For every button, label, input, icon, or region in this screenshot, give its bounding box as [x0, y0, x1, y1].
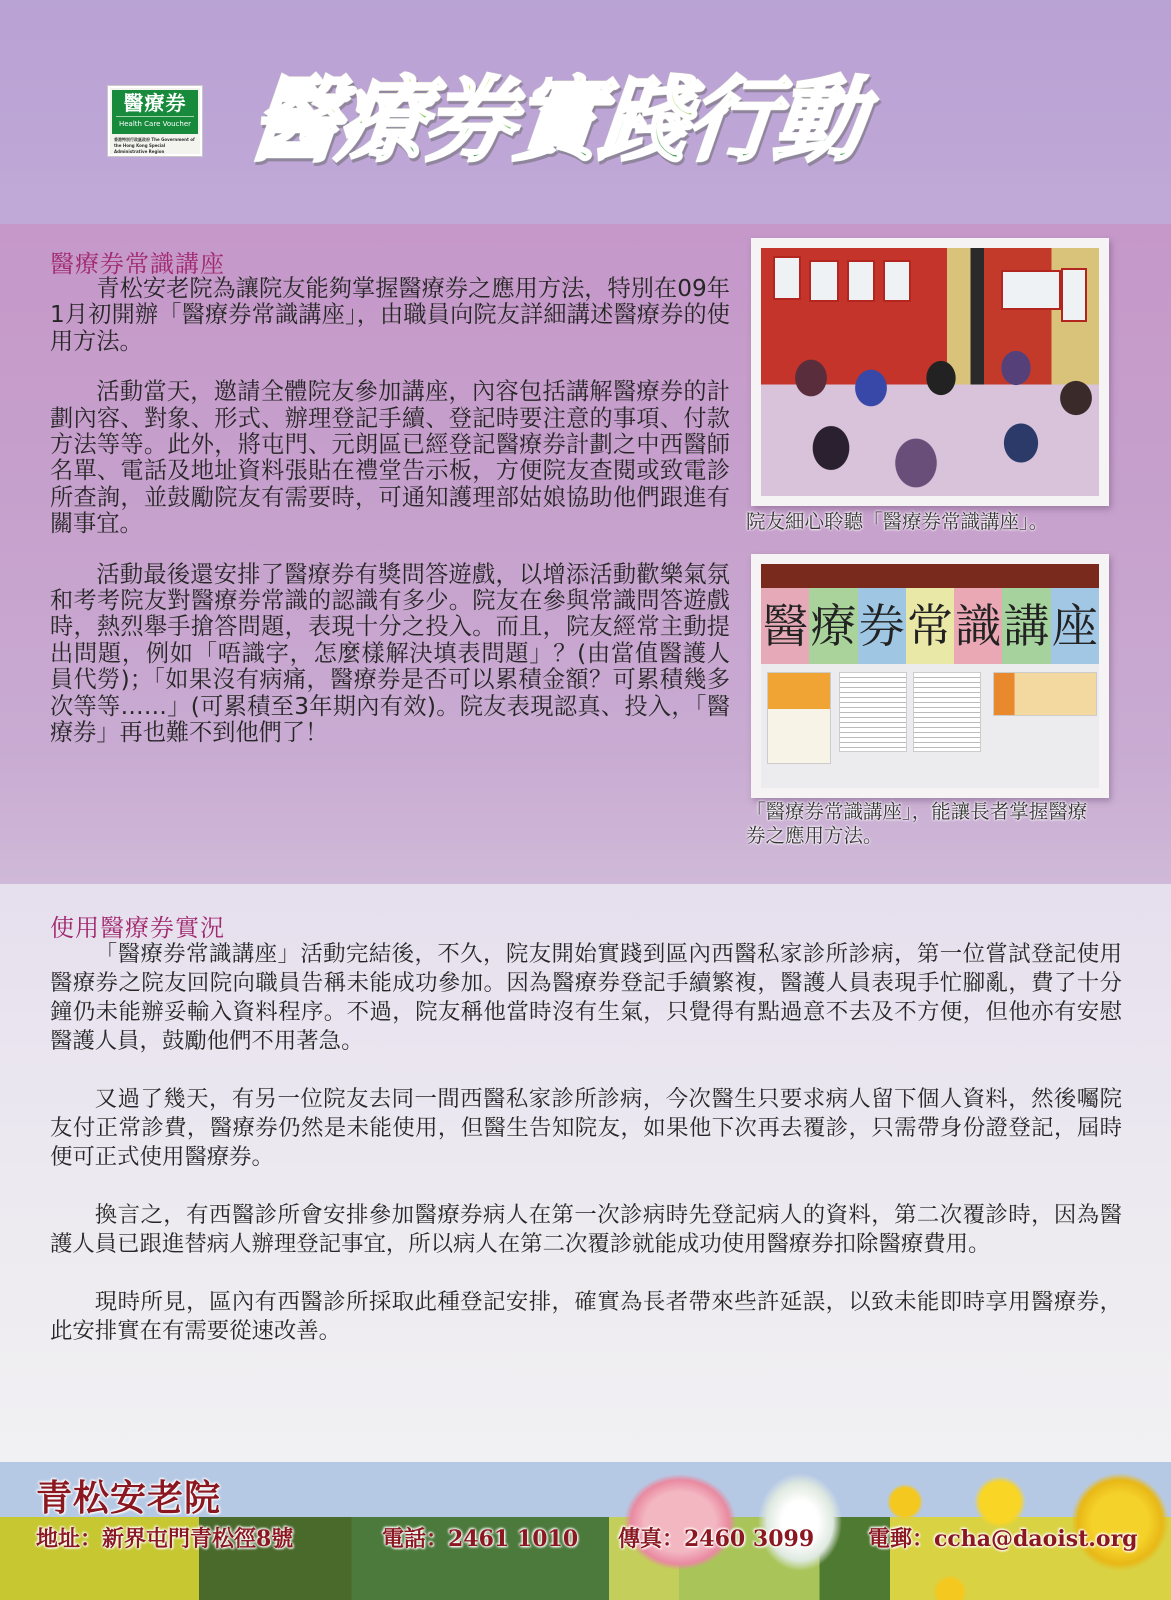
article-paragraph: 現時所見，區內有西醫診所採取此種登記安排，確實為長者帶來些許延誤，以致未能即時享用醫療券，此安排實在有需要從速改善。 [50, 1289, 1122, 1344]
poster-decoration [767, 672, 831, 764]
window-decoration [1001, 270, 1061, 310]
organization-name: 青松安老院 [36, 1477, 222, 1519]
article-paragraph: 又過了幾天，有另一位院友去同一間西醫私家診所診病，今次醫生只要求病人留下個人資料，然後囑院友付正常診費，醫療券仍然是未能使用，但醫生告知院友，如果他下次再去覆診，只需帶身份證登記，屆時便可正式使用醫療券。 [50, 1086, 1122, 1170]
board-character: 醫 [761, 588, 809, 664]
article-paragraph: 換言之，有西醫診所會安排參加醫療券病人在第一次診病時先登記病人的資料，第二次覆診時，因為醫護人員已跟進替病人辦理登記事宜，所以病人在第二次覆診就能成功使用醫療券扣除醫療費用。 [50, 1202, 1122, 1257]
logo-subtitle: 香港特別行政區政府 The Government of the Hong Kong Special Administrative Region [114, 137, 195, 154]
audience-photo [751, 238, 1109, 506]
photo-image [761, 564, 1099, 788]
seminar-section [0, 224, 1171, 884]
window-decoration [1061, 268, 1087, 322]
board-character: 講 [1002, 588, 1050, 664]
seminar-article [50, 276, 730, 771]
photo-caption: 院友細心聆聽「醫療券常識講座」。 [746, 510, 1049, 533]
section-heading: 醫療券常識講座 [50, 250, 225, 278]
doctor-list-decoration [913, 672, 981, 752]
page-header [0, 0, 1171, 224]
board-banner [761, 588, 1099, 664]
photo-image [761, 248, 1099, 496]
article-paragraph: 活動當天，邀請全體院友參加講座，內容包括講解醫療券的計劃內容、對象、形式、辦理登記手續、登記時要注意的事項、付款方法等等。此外，將屯門、元朗區已經登記醫療券計劃之中西醫師名單、電話及地址資料張貼在禮堂告示板，方便院友查閱或致電診所查詢，並鼓勵院友有需要時，可通知護理部姑娘協助他們跟進有關事宜。 [50, 378, 730, 538]
window-decoration [847, 260, 875, 302]
footer-phone: 電話：2461 1010 [382, 1526, 579, 1552]
window-decoration [883, 260, 911, 302]
board-character: 券 [858, 588, 906, 664]
section-heading: 使用醫療券實況 [50, 914, 225, 942]
poster-decoration [993, 672, 1097, 716]
banner-title: 醫療券實踐行動 [245, 66, 955, 176]
footer-fax: 傳真：2460 3099 [618, 1526, 815, 1552]
logo-chinese-text: 醫療券 [123, 91, 187, 115]
board-character: 療 [809, 588, 857, 664]
footer-address: 地址：新界屯門青松徑8號 [36, 1526, 294, 1552]
doctor-list-decoration [839, 672, 907, 752]
photo-caption: 「醫療券常識講座」，能讓長者掌握醫療券之應用方法。 [746, 800, 1088, 847]
usage-section [0, 884, 1171, 1462]
article-paragraph: 青松安老院為讓院友能夠掌握醫療券之應用方法，特別在09年1月初開辦「醫療券常識講座」，由職員向院友詳細講述醫療券的使用方法。 [50, 275, 730, 355]
article-paragraph: 「醫療券常識講座」活動完結後，不久，院友開始實踐到區內西醫私家診所診病，第一位嘗試登記使用醫療券之院友回院向職員告稱未能成功參加。因為醫療券登記手續繁複，醫護人員表現手忙腳亂，費了十分鐘仍未能辦妥輸入資料程序。不過，院友稱他當時沒有生氣，只覺得有點過意不去及不方便，但他亦有安慰醫護人員，鼓勵他們不用著急。 [50, 941, 1122, 1054]
page-footer [0, 1462, 1171, 1600]
health-care-voucher-logo [108, 86, 202, 156]
window-decoration [809, 260, 839, 302]
board-character: 識 [954, 588, 1002, 664]
notice-board-photo [751, 554, 1109, 798]
article-paragraph: 活動最後還安排了醫療券有獎問答遊戲，以增添活動歡樂氣氛和考考院友對醫療券常識的認識有多少。院友在參與常識問答遊戲時，熱烈舉手搶答問題，表現十分之投入。而且，院友經常主動提出問題，例如「唔識字，怎麼樣解決填表問題」？(由當值醫護人員代勞)；「如果沒有病痛，醫療券是否可以累積金額？可累積幾多次等等……」(可累積至3年期內有效)。院友表現認真、投入，「醫療券」再也難不到他們了！ [50, 560, 730, 747]
window-decoration [773, 256, 801, 300]
board-character: 座 [1051, 588, 1099, 664]
logo-english-text: Health Care Voucher [116, 116, 194, 131]
board-character: 常 [906, 588, 954, 664]
footer-email-link[interactable]: 電郵：ccha@daoist.org [868, 1526, 1138, 1552]
usage-article [50, 940, 1122, 1375]
